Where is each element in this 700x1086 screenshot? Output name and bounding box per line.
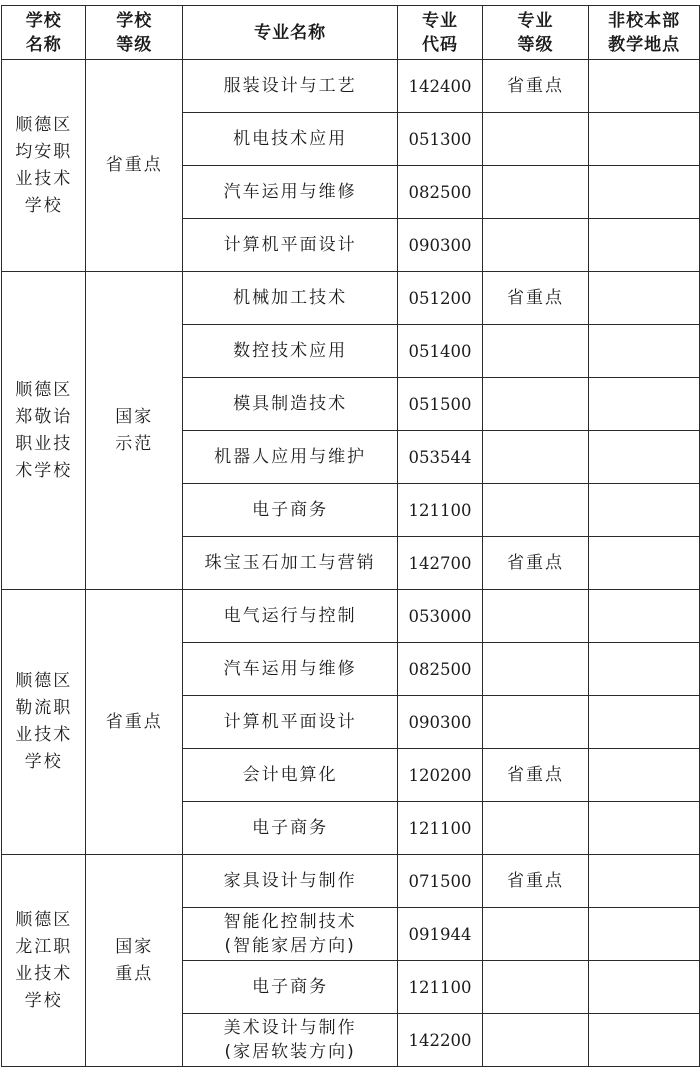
major-level-cell — [482, 113, 589, 166]
major-code-cell: 051200 — [398, 272, 482, 325]
major-name-cell: 电子商务 — [183, 961, 398, 1014]
teaching-location-cell — [589, 696, 700, 749]
header-school-name: 学校 名称 — [2, 6, 86, 60]
major-level-cell: 省重点 — [482, 272, 589, 325]
teaching-location-cell — [589, 484, 700, 537]
major-code-cell: 053544 — [398, 431, 482, 484]
school-name-cell: 顺德区 勒流职 业技术 学校 — [2, 590, 86, 855]
teaching-location-cell — [589, 537, 700, 590]
major-name-cell: 数控技术应用 — [183, 325, 398, 378]
major-name-cell: 家具设计与制作 — [183, 855, 398, 908]
major-code-cell: 142700 — [398, 537, 482, 590]
teaching-location-cell — [589, 643, 700, 696]
header-school-level: 学校 等级 — [86, 6, 183, 60]
major-level-cell — [482, 908, 589, 961]
school-name-cell: 顺德区 均安职 业技术 学校 — [2, 60, 86, 272]
schools-majors-table — [1, 5, 700, 1067]
major-level-cell — [482, 1014, 589, 1067]
major-level-cell — [482, 802, 589, 855]
major-name-cell: 机械加工技术 — [183, 272, 398, 325]
major-code-cell: 120200 — [398, 749, 482, 802]
major-name-cell: 美术设计与制作 (家居软装方向) — [183, 1014, 398, 1067]
major-code-cell: 053000 — [398, 590, 482, 643]
table-row — [2, 590, 700, 643]
major-code-cell: 121100 — [398, 484, 482, 537]
major-level-cell — [482, 431, 589, 484]
major-level-cell — [482, 696, 589, 749]
major-name-cell: 珠宝玉石加工与营销 — [183, 537, 398, 590]
teaching-location-cell — [589, 431, 700, 484]
major-code-cell: 091944 — [398, 908, 482, 961]
major-level-cell — [482, 325, 589, 378]
header-major-level: 专业 等级 — [482, 6, 589, 60]
teaching-location-cell — [589, 113, 700, 166]
teaching-location-cell — [589, 590, 700, 643]
major-code-cell: 142400 — [398, 60, 482, 113]
major-name-cell: 机电技术应用 — [183, 113, 398, 166]
table-row — [2, 60, 700, 113]
major-level-cell: 省重点 — [482, 537, 589, 590]
school-level-cell: 省重点 — [86, 590, 183, 855]
major-level-cell — [482, 961, 589, 1014]
header-major-code: 专业 代码 — [398, 6, 482, 60]
major-name-cell: 电子商务 — [183, 484, 398, 537]
school-name-cell: 顺德区 郑敬诒 职业技 术学校 — [2, 272, 86, 590]
major-level-cell: 省重点 — [482, 749, 589, 802]
school-name-cell: 顺德区 龙江职 业技术 学校 — [2, 855, 86, 1067]
major-level-cell — [482, 643, 589, 696]
major-name-cell: 机器人应用与维护 — [183, 431, 398, 484]
teaching-location-cell — [589, 802, 700, 855]
teaching-location-cell — [589, 60, 700, 113]
teaching-location-cell — [589, 272, 700, 325]
teaching-location-cell — [589, 219, 700, 272]
major-name-cell: 计算机平面设计 — [183, 696, 398, 749]
major-name-cell: 汽车运用与维修 — [183, 166, 398, 219]
header-teaching-location: 非校本部 教学地点 — [589, 6, 700, 60]
teaching-location-cell — [589, 749, 700, 802]
school-level-cell: 国家 示范 — [86, 272, 183, 590]
major-level-cell — [482, 484, 589, 537]
major-code-cell: 051300 — [398, 113, 482, 166]
major-name-cell: 电气运行与控制 — [183, 590, 398, 643]
major-name-cell: 服装设计与工艺 — [183, 60, 398, 113]
major-level-cell — [482, 590, 589, 643]
major-name-cell: 会计电算化 — [183, 749, 398, 802]
major-level-cell: 省重点 — [482, 60, 589, 113]
teaching-location-cell — [589, 961, 700, 1014]
school-level-cell: 国家 重点 — [86, 855, 183, 1067]
major-code-cell: 121100 — [398, 961, 482, 1014]
major-name-cell: 智能化控制技术 (智能家居方向) — [183, 908, 398, 961]
major-code-cell: 082500 — [398, 166, 482, 219]
major-level-cell — [482, 378, 589, 431]
major-name-cell: 电子商务 — [183, 802, 398, 855]
major-level-cell: 省重点 — [482, 855, 589, 908]
major-code-cell: 142200 — [398, 1014, 482, 1067]
major-name-cell: 计算机平面设计 — [183, 219, 398, 272]
teaching-location-cell — [589, 378, 700, 431]
table-row — [2, 272, 700, 325]
header-row — [2, 6, 700, 60]
major-code-cell: 082500 — [398, 643, 482, 696]
teaching-location-cell — [589, 325, 700, 378]
major-code-cell: 121100 — [398, 802, 482, 855]
teaching-location-cell — [589, 855, 700, 908]
major-code-cell: 051400 — [398, 325, 482, 378]
teaching-location-cell — [589, 166, 700, 219]
major-level-cell — [482, 219, 589, 272]
major-name-cell: 模具制造技术 — [183, 378, 398, 431]
major-code-cell: 051500 — [398, 378, 482, 431]
major-code-cell: 090300 — [398, 219, 482, 272]
major-level-cell — [482, 166, 589, 219]
table-row — [2, 855, 700, 908]
major-code-cell: 090300 — [398, 696, 482, 749]
teaching-location-cell — [589, 1014, 700, 1067]
header-major-name: 专业名称 — [183, 6, 398, 60]
major-name-cell: 汽车运用与维修 — [183, 643, 398, 696]
teaching-location-cell — [589, 908, 700, 961]
school-level-cell: 省重点 — [86, 60, 183, 272]
major-code-cell: 071500 — [398, 855, 482, 908]
table-body — [2, 60, 700, 1067]
